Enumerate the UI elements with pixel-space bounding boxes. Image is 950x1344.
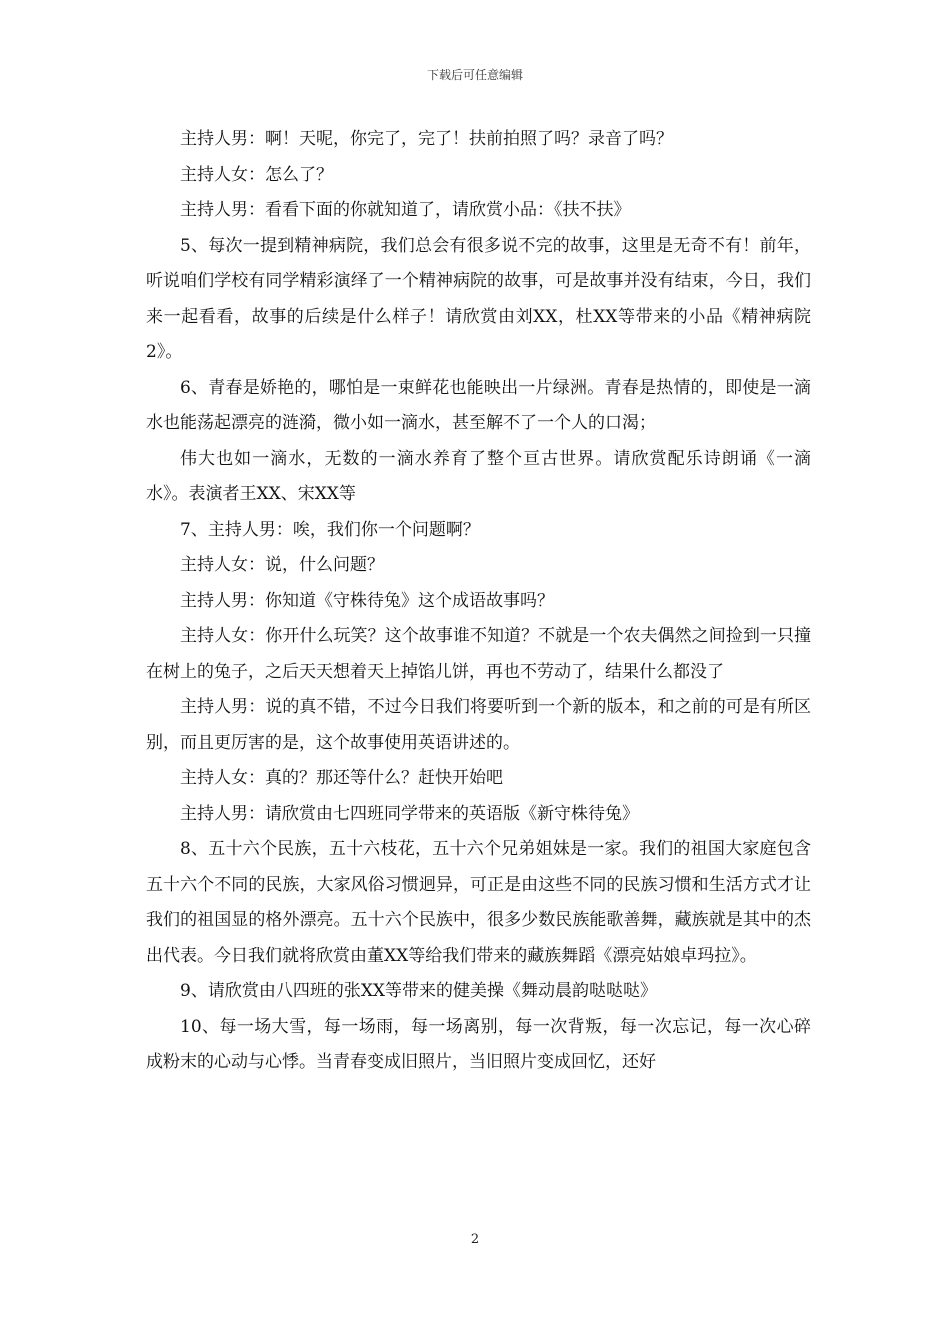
paragraph: 主持人女：怎么了？ <box>180 164 333 185</box>
paragraph: 8、五十六个民族，五十六枝花，五十六个兄弟姐妹是一家。我们的祖国大家庭包含五十六个不同的民族，大家风俗习惯迥异，可正是由这些不同的民族习惯和生活方式才让我们的祖国显的格外漂亮。五十六个民族中，很多少数民族能歌善舞，藏族就是其中的杰出代表。今日我们就将欣赏由董XX等给我们带来的藏族舞蹈《漂亮姑娘卓玛拉》。 <box>146 839 811 966</box>
paragraph: 主持人女：你开什么玩笑？这个故事谁不知道？不就是一个农夫偶然之间捡到一只撞在树上的兔子，之后天天想着天上掉馅儿饼，再也不劳动了，结果什么都没了 <box>146 626 811 682</box>
paragraph: 主持人男：看看下面的你就知道了，请欣赏小品：《扶不扶》 <box>180 200 631 220</box>
paragraph: 主持人男：说的真不错，不过今日我们将要听到一个新的版本，和之前的可是有所区别，而且更厉害的是，这个故事使用英语讲述的。 <box>146 697 811 753</box>
paragraph: 9、请欣赏由八四班的张XX等带来的健美操《舞动晨韵哒哒哒》 <box>180 981 658 1001</box>
paragraph: 10、每一场大雪，每一场雨，每一场离别，每一次背叛，每一次忘记，每一次心碎成粉末的心动与心悸。当青春变成旧照片，当旧照片变成回忆，还好 <box>146 1016 811 1072</box>
paragraph: 5、每次一提到精神病院，我们总会有很多说不完的故事，这里是无奇不有！前年，听说咱们学校有同学精彩演绎了一个精神病院的故事，可是故事并没有结束，今日，我们来一起看看，故事的后续是什么样子！请欣赏由刘XX，杜XX等带来的小品《精神病院2》。 <box>146 235 811 362</box>
paragraph: 伟大也如一滴水，无数的一滴水养育了整个亘古世界。请欣赏配乐诗朗诵《一滴水》。表演者王XX、宋XX等 <box>146 448 811 504</box>
paragraph: 主持人女：说，什么问题？ <box>180 555 384 575</box>
paragraph: 7、主持人男：唉，我们你一个问题啊？ <box>180 519 480 540</box>
page-number: 2 <box>470 1232 480 1247</box>
paragraph: 主持人女：真的？那还等什么？赶快开始吧 <box>180 768 503 788</box>
page-header: 下载后可任意编辑 <box>426 68 523 82</box>
document-body <box>146 122 811 1081</box>
paragraph: 主持人男：你知道《守株待兔》这个成语故事吗？ <box>180 590 554 611</box>
paragraph: 主持人男：请欣赏由七四班同学带来的英语版《新守株待兔》 <box>180 803 639 824</box>
paragraph: 主持人男：啊！天呢，你完了，完了！扶前拍照了吗？录音了吗？ <box>180 129 673 149</box>
paragraph: 6、青春是娇艳的，哪怕是一束鲜花也能映出一片绿洲。青春是热情的，即使是一滴水也能荡起漂亮的涟漪，微小如一滴水，甚至解不了一个人的口渴； <box>146 377 811 433</box>
